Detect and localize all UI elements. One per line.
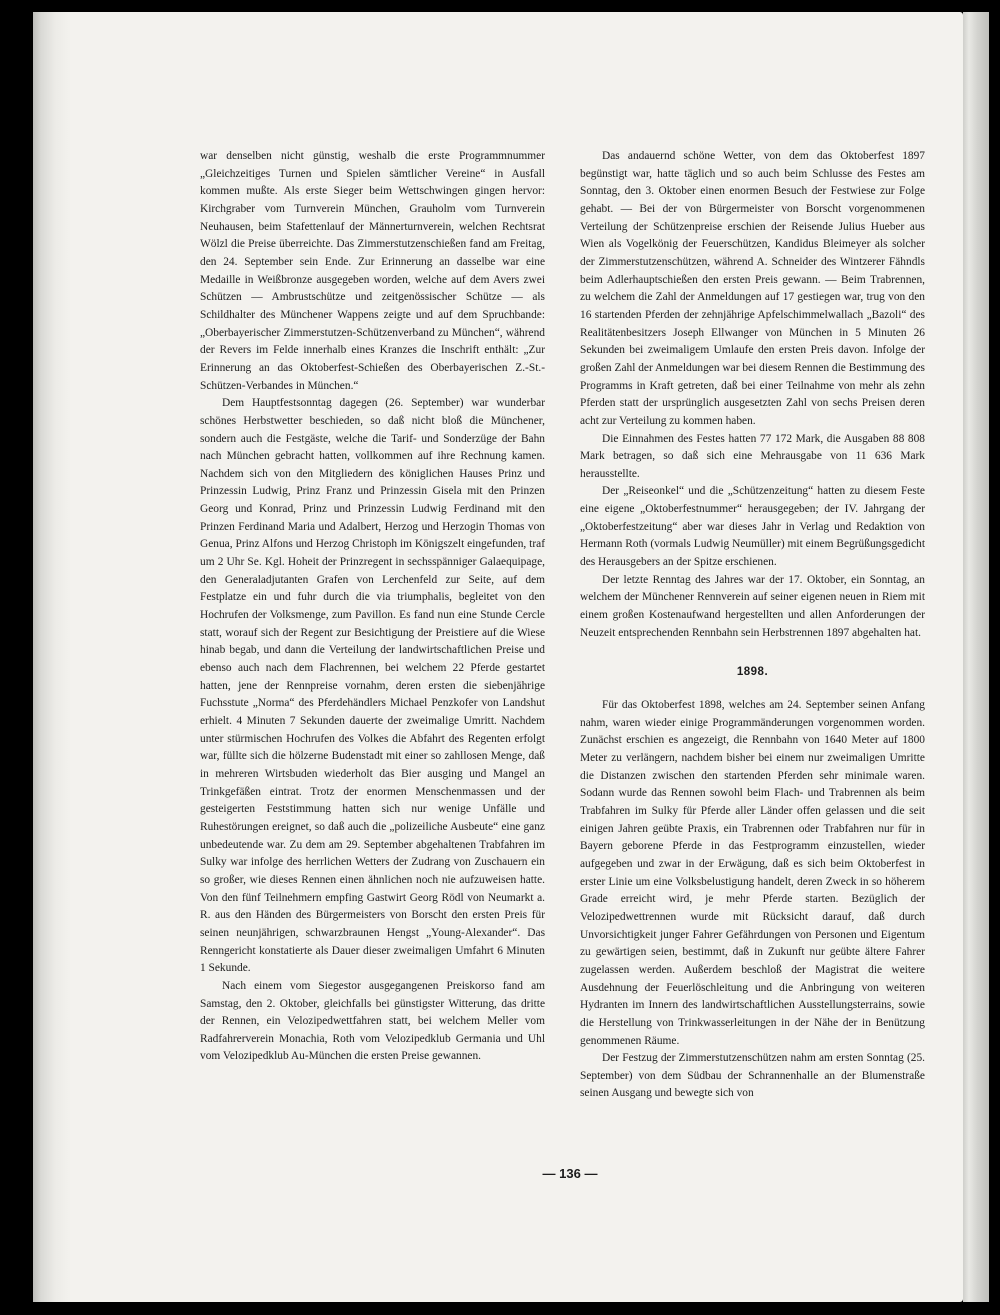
paragraph: Der Festzug der Zimmerstutzenschützen nahm am ersten Sonntag (25. September) von dem Südbau der Schrannenhalle an der Blumenstraße seinen Ausgang und bewegte sich von: [580, 1052, 925, 1100]
paragraph: war denselben nicht günstig, weshalb die erste Programmnummer „Gleichzeitiges Turnen und Spielen sämtlicher Vereine“ in Ausfall kommen mußte. Als erste Sieger beim Wettschwingen gingen hervor: Kirchgraber vom Turnverein München, Grauholm vom Turnverein Neuhausen, beim Stafettenlauf der Männerturnverein, welchen Rechtsrat Wölzl die Preise überreichte. Das Zimmerstutzenschießen fand am Freitag, den 24. September sein Ende. Zur Erinnerung an dasselbe war eine Medaille in Weißbronze ausgegeben worden, welche auf dem Avers zwei Schützen — Ambrustschütze und zeitgenössischer Schütze — als Schildhalter des Münchener Wappens zeigte und auf dem Spruchbande: „Oberbayerischer Zimmerstutzen-Schützenverband zu München“, während der Revers im Felde innerhalb eines Kranzes die Inschrift enthält: „Zur Erinnerung an das Oktoberfest-Schießen des Oberbayerischen Z.-St.-Schützen-Verbandes in München.“: [200, 150, 545, 392]
paragraph: Der letzte Renntag des Jahres war der 17. Oktober, ein Sonntag, an welchem der Münchener Rennverein auf seiner eigenen neuen in Riem mit einem großen Kostenaufwand hergestellten und allen Anforderungen der Neuzeit entsprechenden Rennbahn sein Herbstrennen 1897 abgehalten hat.: [580, 573, 925, 639]
paragraph: Nach einem vom Siegestor ausgegangenen Preiskorso fand am Samstag, den 2. Oktober, gleichfalls bei günstigster Witterung, das dritte der Rennen, ein Velozipedwettfahren statt, bei welchem Meller vom Radfahrerverein Monachia, Roth vom Velozipedklub Germania und Uhl vom Velozipedklub Au-München die ersten Preise gewannen.: [200, 979, 545, 1063]
page-edge: [963, 12, 989, 1302]
section-heading-year: 1898.: [736, 666, 769, 679]
paragraph: Der „Reiseonkel“ und die „Schützenzeitung“ hatten zu diesem Feste eine eigene „Oktoberfestnummer“ herausgegeben; der IV. Jahrgang der „Oktoberfestzeitung“ aber war dieses Jahr in Verlag und Redaktion von Hermann Roth (vormals Ludwig Neumüller) mit einem Begrüßungsgedicht des Herausgebers an der Spitze erschienen.: [580, 485, 925, 569]
page-number: — 136 —: [542, 1166, 598, 1181]
paragraph: Dem Hauptfestsonntag dagegen (26. September) war wunderbar schönes Herbstwetter beschieden, so daß nicht bloß die Münchener, sondern auch die Festgäste, welche die Tarif- und Sonderzüge der Bahn nach München gebracht hatten, vollkommen auf ihre Rechnung kamen. Nachdem sich von den Mitgliedern des königlichen Hauses Prinz und Prinzessin Ludwig, Prinz Franz und Prinzessin Gisela mit den Prinzen Georg und Konrad, Prinz und Prinzessin Ludwig Ferdinand mit den Prinzen Ferdinand Maria und Adalbert, Herzog und Herzogin Thomas von Genua, Prinz Alfons und Herzog Christoph im Königszelt eingefunden, traf um 2 Uhr Se. Kgl. Hoheit der Prinzregent in sechsspänniger Galaequipage, den Generaladjutanten Grafen von Lerchenfeld zur Seite, auf dem Festplatze ein und fuhr durch die via triumphalis, begleitet von den Hochrufen der Volksmenge, zum Pavillon. Es fand nun eine Stunde Cercle statt, worauf sich der Regent zur Besichtigung der Preistiere auf die Wiese hinab begab, und dann die Verteilung der landwirtschaftlichen Preise und ebenso auch nach dem Flachrennen, bei welchem 22 Pferde gestartet hatten, jene der Rennpreise vornahm, deren ersten die siebenjährige Fuchsstute „Norma“ des Pferdehändlers Michael Penzkofer von Landshut erhielt. 4 Minuten 7 Sekunden dauerte der zweimalige Umritt. Nachdem unter stürmischen Hochrufen des Volkes die Abfahrt des Regenten erfolgt war, füllte sich die hölzerne Budenstadt mit einer so zahllosen Menge, daß in mehreren Wirtsbuden wiederholt das Bier ausging und Mangel an Trinkgefäßen eintrat. Trotz der enormen Menschenmassen und der gesteigerten Feststimmung hatten sich nur wenige Unfälle und Ruhestörungen ereignet, so daß auch die „polizeiliche Ausbeute“ eine ganz unbedeutende war. Zu dem am 29. September abgehaltenen Trabfahren im Sulky war infolge des herrlichen Wetters der Zudrang von Zuschauern ein so großer, wie dieses Rennen einen ähnlichen noch nie aufzuweisen hatte. Von den fünf Teilnehmern empfing Gastwirt Georg Rödl von Neumarkt a. R. aus den Händen des Bürgermeisters von Borscht den ersten Preis für seinen neunjährigen, schwarzbraunen Hengst „Young-Alexander“. Das Renngericht konstatierte als Dauer dieser zweimaligen Umfahrt 6 Minuten 1 Sekunde.: [200, 397, 545, 975]
gutter-shadow: [33, 12, 71, 1302]
right-column: [580, 148, 925, 1103]
left-column: [200, 148, 545, 1066]
paragraph: Das andauernd schöne Wetter, von dem das Oktoberfest 1897 begünstigt war, hatte täglich und so auch beim Schlusse des Festes am Sonntag, den 3. Oktober einen enormen Besuch der Festwiese zur Folge gehabt. — Bei der von Bürgermeister von Borscht vorgenommenen Verteilung der Schützenpreise erschien der Reisende Julius Hueber aus Wien als Vogelkönig der Feuerschützen, Kandidus Bleimeyer als solcher der Zimmerstutzenschützen, während A. Schneider des Wintzerer Fähndls beim Adlerhauptschießen den ersten Preis gewann. — Beim Trabrennen, zu welchem die Zahl der Anmeldungen auf 17 gestiegen war, trug von den 16 startenden Pferden der zehnjährige Apfelschimmelwallach „Bazoli“ des Realitätenbesitzers Joseph Ellwanger von München in 5 Minuten 26 Sekunden bei zweimaligem Umlaufe den ersten Preis davon. Infolge der großen Zahl der Anmeldungen war bei diesem Rennen die Bestimmung des Programms in Kraft getreten, daß bei einer Teilnahme von mehr als zehn Pferden statt der ursprünglich ausgesetzten Zahl von sechs Preisen deren acht zur Verteilung zu kommen haben.: [580, 150, 925, 427]
paragraph: Für das Oktoberfest 1898, welches am 24. September seinen Anfang nahm, waren wieder einige Programmänderungen vorgenommen worden. Zunächst erschien es angezeigt, die Rennbahn von 1640 Meter auf 1800 Meter zu verlängern, nachdem bisher bei einem nur zweimaligen Umritte die Distanzen zwischen den startenden Pferden sehr minimale waren. Sodann wurde das Rennen sowohl beim Flach- und Trabrennen als beim Trabfahren im Sulky für Pferde aller Länder offen gelassen und die seit einigen Jahren geübte Praxis, ein Trabrennen oder Trabfahren nur für in Bayern geborene Pferde in das Festprogramm einzustellen, wieder aufgegeben und zwar in der Erwägung, daß es sich beim Oktoberfest in erster Linie um eine Volksbelustigung handelt, deren Zweck in so höherem Grade erreicht wird, je mehr Pferde starten. Bezüglich der Velozipedwettrennen wurde mit Rücksicht darauf, daß durch Unvorsichtigkeit junger Fahrer Gefährdungen von Personen und Eigentum zu gewärtigen seien, bestimmt, daß in Zukunft nur geübte ältere Fahrer zugelassen werden. Außerdem beschloß der Magistrat die weitere Ausdehnung der Feuerlöschleitung und die Anbringung von weiteren Hydranten im Innern des landwirtschaftlichen Ausstellungsterrains, sowie die Herstellung von Trinkwasserleitungen in der Nähe der in Benützung genommenen Räume.: [580, 699, 925, 1047]
paragraph: Die Einnahmen des Festes hatten 77 172 Mark, die Ausgaben 88 808 Mark betragen, so daß sich eine Mehrausgabe von 11 636 Mark herausstellte.: [580, 432, 925, 480]
